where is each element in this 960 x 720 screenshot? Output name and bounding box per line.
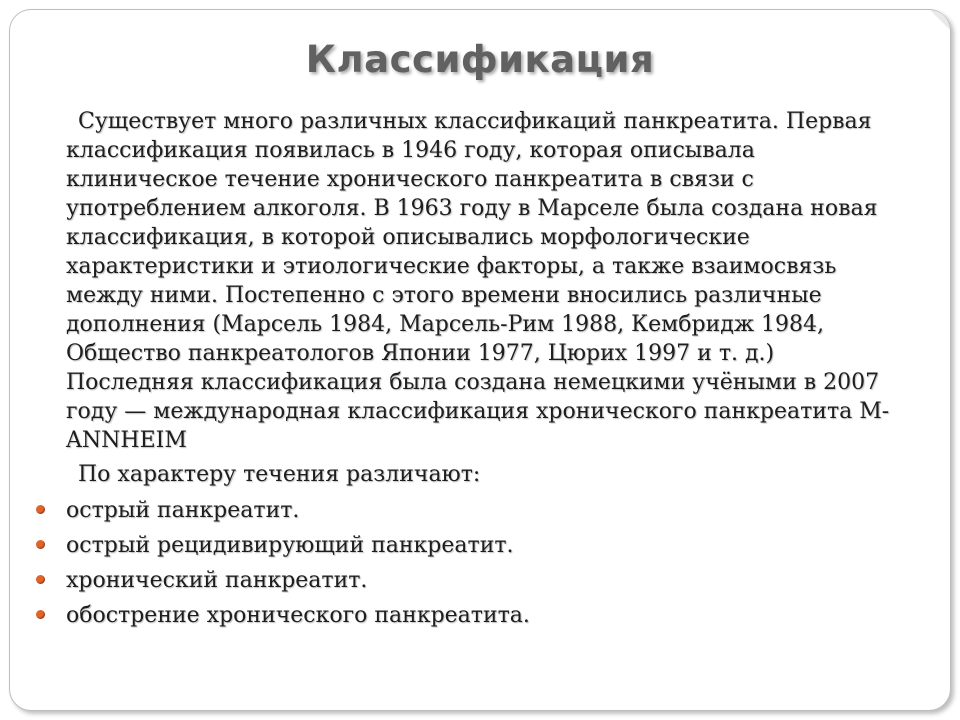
list-item [66, 563, 906, 598]
course-types-list [66, 493, 906, 633]
list-item-text: хронический панкреатит. [66, 568, 368, 593]
bullet-icon [36, 610, 45, 619]
list-item [66, 528, 906, 563]
bullet-icon [36, 540, 45, 549]
course-intro: По характеру течения различают: [78, 462, 481, 487]
list-item-text: обострение хронического панкреатита. [66, 603, 530, 628]
slide-title: Классификация [305, 38, 655, 81]
classification-paragraph: Существует много различных классификаций панкреатита. Первая классификация появилась в 1946 году, которая описывала клиническое течение хронического панкреатита в связи с употреблением алкоголя. В 1963 году в Марселе была создана новая классификация, в которой описывались морфологические характеристики и этиологические факторы, а также взаимосвязь между ними. Постепенно с этого времени вносились различные дополнения (Марсель 1984, Марсель-Рим 1988, Кембридж 1984, Общество панкреатологов Японии 1977, Цюрих 1997 и т. д.) Последняя классификация была создана немецкими учёными в 2007 году — международная классификация хронического панкреатита M-ANNHEIM [66, 109, 890, 453]
slide-body [66, 107, 906, 633]
bullet-icon [36, 575, 45, 584]
bullet-icon [36, 505, 45, 514]
list-item [66, 493, 906, 528]
list-item-text: острый панкреатит. [66, 498, 300, 523]
frame-corner-decoration [930, 10, 950, 30]
list-item [66, 598, 906, 633]
list-item-text: острый рецидивирующий панкреатит. [66, 533, 514, 558]
